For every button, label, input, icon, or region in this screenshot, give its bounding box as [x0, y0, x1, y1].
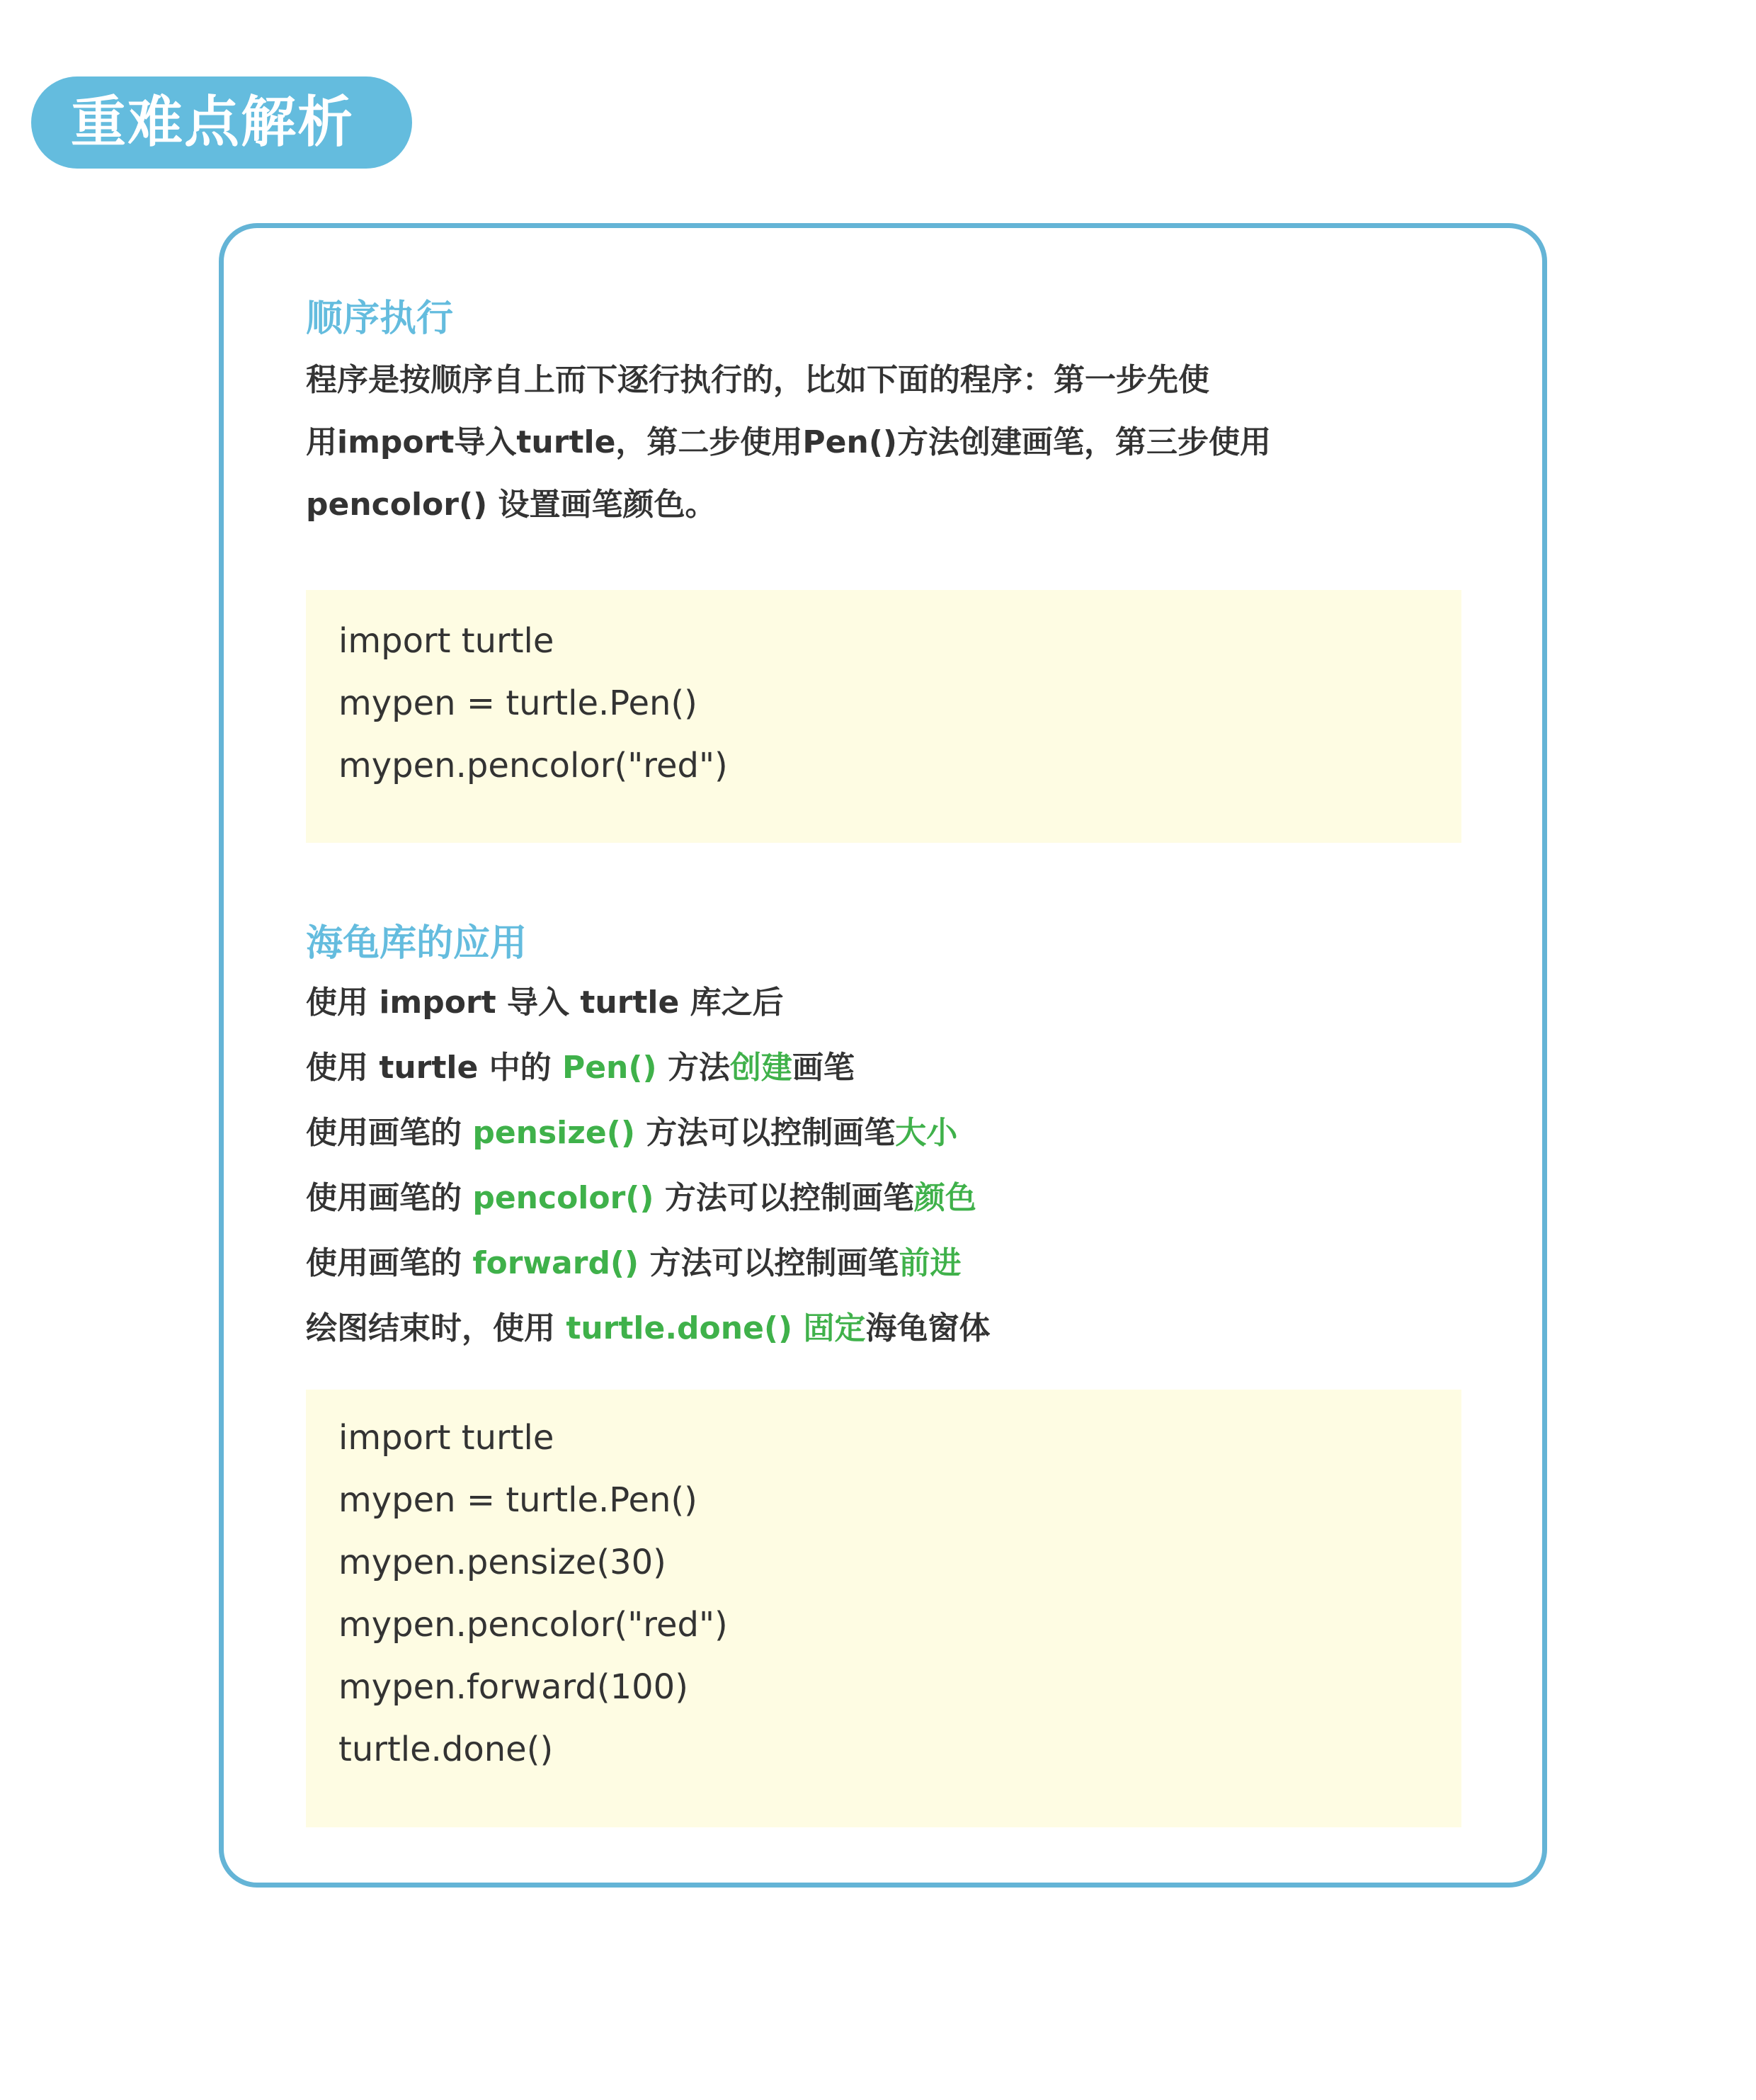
bullet-item — [306, 1047, 855, 1089]
para-token: 下 — [867, 362, 898, 398]
highlight-text: 颜色 — [913, 1180, 976, 1216]
bullet-item — [306, 1242, 961, 1285]
para-token: 序 — [991, 362, 1022, 398]
bullet-text: 海龟窗体 — [865, 1310, 991, 1346]
bullet-item — [306, 1177, 976, 1220]
bullet-text: 方法可以控制画笔 — [634, 1115, 896, 1151]
code-line: import turtle — [338, 1418, 554, 1458]
para-token: 使 — [740, 424, 772, 460]
para-token: 下 — [586, 362, 617, 398]
bullet-text: 使用画笔的 — [306, 1245, 473, 1281]
para-token: 按 — [399, 362, 431, 398]
para-token: 第 — [1115, 424, 1147, 460]
code-line: mypen = turtle.Pen() — [338, 683, 697, 723]
para-token: 面 — [898, 362, 929, 398]
para-token: 程 — [306, 362, 337, 398]
para-token: 序 — [337, 362, 368, 398]
section1-code-block — [306, 590, 1461, 843]
code-line: mypen.pencolor("red") — [338, 1605, 728, 1645]
code-line: mypen.forward(100) — [338, 1667, 688, 1707]
section-header-badge — [31, 76, 412, 169]
para-token: 第 — [1054, 362, 1085, 398]
para-token: 逐 — [617, 362, 649, 398]
para-token: 先 — [1147, 362, 1178, 398]
para-token: 方 — [897, 424, 929, 460]
para-token: 序 — [462, 362, 493, 398]
para-token: 第 — [646, 424, 678, 460]
para-token: ： — [1022, 362, 1054, 398]
highlight-text: turtle.done() 固定 — [566, 1310, 866, 1346]
bullet-text: 方法可以控制画笔 — [654, 1180, 914, 1216]
para-token: 导 — [454, 424, 486, 460]
section1-para-line-2 — [306, 412, 1461, 474]
bullet-text: 方法可以控制画笔 — [639, 1245, 899, 1281]
para-token: 三 — [1146, 424, 1178, 460]
para-token: 而 — [555, 362, 586, 398]
para-token: 使 — [1178, 362, 1209, 398]
para-token: 行 — [649, 362, 680, 398]
para-token: 如 — [836, 362, 867, 398]
para-token: 笔 — [1053, 424, 1085, 460]
bullet-text: 使用画笔的 — [306, 1180, 473, 1216]
highlight-text: 大小 — [895, 1115, 958, 1151]
section1-para-line-1 — [306, 349, 1461, 412]
bullet-item — [306, 1307, 990, 1350]
code-line: import turtle — [338, 621, 554, 661]
section2-title: 海龟库的应用 — [306, 922, 528, 965]
bullet-text: 绘图结束时，使用 — [306, 1310, 566, 1346]
highlight-text: Pen() — [561, 1050, 657, 1086]
para-token: 步 — [1116, 362, 1147, 398]
para-token: 画 — [1022, 424, 1054, 460]
code-line: mypen.pencolor("red") — [338, 746, 728, 785]
para-token: 自 — [493, 362, 524, 398]
para-token: 步 — [1178, 424, 1209, 460]
para-token: 是 — [368, 362, 399, 398]
highlight-text: pencolor() — [472, 1180, 654, 1216]
para-token: 二 — [678, 424, 709, 460]
para-token: turtle — [516, 424, 616, 460]
section1-title: 顺序执行 — [306, 297, 454, 340]
para-token: import — [337, 424, 455, 460]
header-title: 重难点解析 — [71, 91, 355, 154]
para-token: 程 — [960, 362, 991, 398]
para-token: 执 — [680, 362, 711, 398]
bullet-text: 使用 import 导入 turtle 库之后 — [306, 984, 784, 1021]
highlight-text: forward() — [472, 1245, 639, 1281]
para-token: 一 — [1085, 362, 1116, 398]
code-line: turtle.done() — [338, 1730, 554, 1769]
highlight-text: 前进 — [899, 1245, 962, 1281]
para-token: ， — [1084, 424, 1116, 460]
para-token: 入 — [485, 424, 517, 460]
bullet-text: 使用 turtle 中的 — [306, 1050, 562, 1086]
bullet-item — [306, 1112, 957, 1154]
para-token: 创 — [959, 424, 991, 460]
section2-code-block — [306, 1390, 1461, 1827]
para-token: Pen() — [802, 424, 898, 460]
highlight-text: pensize() — [472, 1115, 635, 1151]
para-token: 法 — [928, 424, 960, 460]
para-token: 行 — [711, 362, 742, 398]
para-token: 上 — [524, 362, 555, 398]
para-token: 用 — [1240, 424, 1272, 460]
bullet-text: 方法 — [656, 1050, 730, 1086]
code-line: mypen.pensize(30) — [338, 1543, 666, 1582]
highlight-text: 创建 — [729, 1050, 792, 1086]
section1-para-line-3: pencolor() 设置画笔颜色。 — [306, 487, 717, 523]
para-token: ， — [773, 362, 804, 398]
para-token: 使 — [1209, 424, 1241, 460]
para-token: 的 — [929, 362, 960, 398]
para-token: 用 — [771, 424, 803, 460]
bullet-text: 画笔 — [792, 1050, 855, 1086]
para-token: 建 — [991, 424, 1022, 460]
para-token: 顺 — [431, 362, 462, 398]
section1-paragraph — [306, 349, 1461, 536]
code-line: mypen = turtle.Pen() — [338, 1480, 697, 1520]
bullet-item — [306, 982, 784, 1024]
para-token: 用 — [306, 424, 337, 460]
para-token: 比 — [804, 362, 836, 398]
bullet-text: 使用画笔的 — [306, 1115, 473, 1151]
para-token: 步 — [709, 424, 741, 460]
para-token: ， — [615, 424, 647, 460]
para-token: 的 — [742, 362, 773, 398]
